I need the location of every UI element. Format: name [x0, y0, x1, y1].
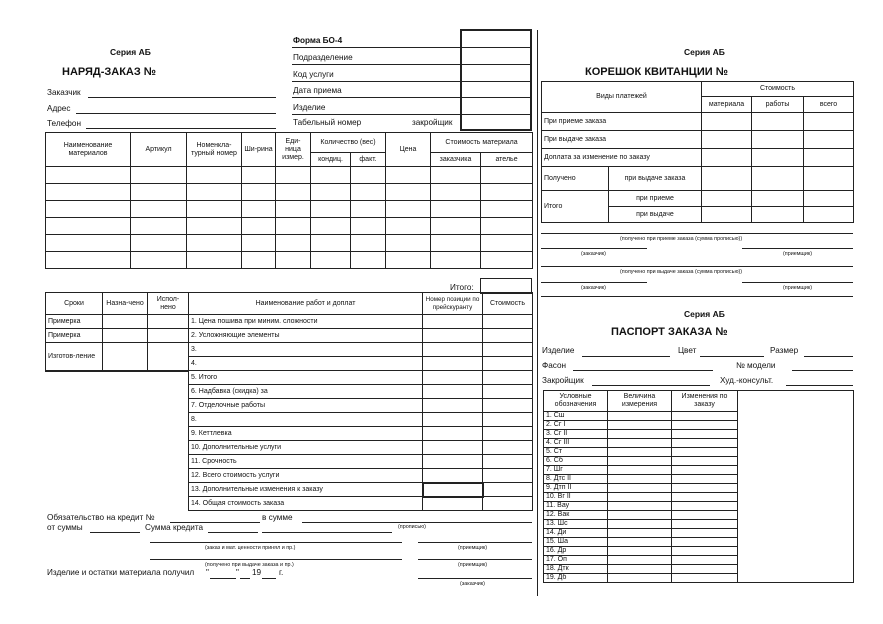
item-label: Изделие	[293, 103, 326, 112]
cut-line	[537, 30, 538, 596]
year-prefix: 19	[252, 568, 262, 577]
customer-label: Заказчик	[47, 88, 81, 97]
row-delivery: При выдаче заказа	[542, 131, 702, 149]
passport-color-label: Цвет	[678, 346, 697, 355]
h-quantity: Количество (вес)	[311, 133, 386, 153]
measure-row: 9. Дтп II	[544, 484, 608, 493]
from-sum-label: от суммы	[47, 523, 83, 532]
phone-field[interactable]	[86, 128, 276, 129]
quote-open: "	[206, 568, 209, 577]
work-row: 12. Всего стоимость услуги	[189, 469, 423, 483]
form-label: Форма БО-4	[293, 36, 343, 45]
measure-row: 18. Дтк	[544, 565, 608, 574]
measure-row: 11. Вау	[544, 502, 608, 511]
measurements-table	[543, 390, 854, 583]
measure-row: 1. Сш	[544, 412, 608, 421]
table-row[interactable]	[46, 167, 533, 184]
row-received: Получено	[542, 167, 609, 191]
form-code-box[interactable]	[460, 29, 532, 131]
receipt-customer-2: (заказчик)	[581, 285, 606, 291]
h-value: Величина измерения	[608, 391, 672, 412]
address-field[interactable]	[76, 113, 276, 114]
work-row: 4.	[189, 357, 423, 371]
address-label: Адрес	[47, 104, 71, 113]
receipt-receiver-2: (приемщик)	[783, 285, 813, 291]
passport-item-label: Изделие	[542, 346, 575, 355]
receipt-title: КОРЕШОК КВИТАНЦИИ №	[585, 66, 728, 78]
in-words-note: (прописью)	[398, 524, 426, 530]
passport-size-label: Размер	[770, 346, 799, 355]
h-terms: Сроки	[46, 293, 103, 315]
measure-row: 10. Вг II	[544, 493, 608, 502]
row-at-delivery: при выдаче заказа	[609, 167, 702, 191]
table-row[interactable]	[46, 184, 533, 201]
receipt-receiver-1: (приемщик)	[783, 251, 813, 257]
h-changes: Изменения по заказу	[672, 391, 738, 412]
table-row[interactable]	[46, 218, 533, 235]
h-works-name: Наименование работ и доплат	[189, 293, 423, 315]
h-receipt-total: всего	[804, 97, 854, 113]
h-width: Ши-рина	[242, 133, 276, 167]
h-cond: кондиц.	[311, 153, 351, 167]
received-goods-label: Изделие и остатки материала получил	[47, 568, 195, 577]
work-row: 5. Итого	[189, 371, 423, 385]
row-intake: При приеме заказа	[542, 113, 702, 131]
measure-row: 3. Сг II	[544, 430, 608, 439]
h-done: Испол-нено	[148, 293, 189, 315]
h-article: Артикул	[131, 133, 187, 167]
measure-row: 15. Ша	[544, 538, 608, 547]
work-row: 6. Надбавка (скидка) за	[189, 385, 423, 399]
customer-field[interactable]	[88, 97, 276, 98]
work-row: 9. Кеттлевка	[189, 427, 423, 441]
h-unit: Еди-ница измер.	[276, 133, 311, 167]
passport-series: Серия АБ	[684, 309, 725, 319]
measure-row: 17. Оп	[544, 556, 608, 565]
intake-date-label: Дата приема	[293, 86, 342, 95]
h-payment-types: Виды платежей	[542, 82, 702, 113]
passport-model-label: № модели	[736, 361, 776, 370]
cutter-label: закройщик	[412, 118, 453, 127]
order-title: НАРЯД-ЗАКАЗ №	[62, 66, 157, 78]
left-series: Серия АБ	[110, 47, 151, 57]
quote-close: "	[236, 568, 239, 577]
h-atelier: ателье	[481, 153, 533, 167]
work-row: 10. Дополнительные услуги	[189, 441, 423, 455]
row-total: Итого	[542, 191, 609, 223]
day-field[interactable]	[210, 578, 236, 579]
work-row: 11. Срочность	[189, 455, 423, 469]
h-price: Цена	[386, 133, 431, 167]
passport-cutter-label: Закройщик	[542, 376, 584, 385]
h-nomenclature: Номенкла-турный номер	[187, 133, 242, 167]
receipt-customer-1: (заказчик)	[581, 251, 606, 257]
table-row[interactable]	[46, 235, 533, 252]
h-symbols: Условные обозначения	[544, 391, 608, 412]
term-fitting-1: Примерка	[46, 315, 103, 329]
h-cost: Стоимость материала	[431, 133, 533, 153]
work-row: 13. Дополнительные изменения к заказу	[189, 483, 423, 497]
note-intake: (получено при приеме заказа (сумма прописью))	[620, 236, 743, 242]
credit-label: Обязательство на кредит №	[47, 513, 155, 522]
h-assigned: Назна-чено	[103, 293, 148, 315]
measure-row: 4. Сг III	[544, 439, 608, 448]
table-row[interactable]	[46, 201, 533, 218]
h-fact: факт.	[351, 153, 386, 167]
receipt-series: Серия АБ	[684, 47, 725, 57]
division-label: Подразделение	[293, 53, 353, 62]
h-works-cost: Стоимость	[483, 293, 533, 315]
phone-label: Телефон	[47, 119, 81, 128]
work-row: 7. Отделочные работы	[189, 399, 423, 413]
measure-row: 16. Др	[544, 547, 608, 556]
measure-row: 14. Ди	[544, 529, 608, 538]
passport-title: ПАСПОРТ ЗАКАЗА №	[611, 326, 728, 338]
h-receipt-work: работы	[752, 97, 804, 113]
receiver-note-2: (приемщик)	[458, 562, 488, 568]
term-making: Изготов-ление	[46, 343, 103, 371]
measure-row: 7. Шг	[544, 466, 608, 475]
h-material-name: Наименование материалов	[46, 133, 131, 167]
measure-row: 12. Вак	[544, 511, 608, 520]
work-row: 3.	[189, 343, 423, 357]
receipt-cut-line	[541, 296, 853, 297]
work-row: 8.	[189, 413, 423, 427]
service-code-label: Код услуги	[293, 70, 334, 79]
measure-row: 5. Ст	[544, 448, 608, 457]
receiver-note: (приемщик)	[458, 545, 488, 551]
passport-style-label: Фасон	[542, 361, 567, 370]
measure-row: 2. Сг I	[544, 421, 608, 430]
measure-row: 8. Дтс II	[544, 475, 608, 484]
total-label: Итого:	[450, 283, 474, 292]
credit-sum-label: Сумма кредита	[145, 523, 204, 532]
in-sum-label: в сумме	[262, 513, 293, 522]
measure-row: 6. Сб	[544, 457, 608, 466]
row-surcharge: Доплата за изменение по заказу	[542, 149, 702, 167]
materials-table	[45, 132, 533, 269]
h-customer: заказчика	[431, 153, 481, 167]
work-row: 2. Усложняющие элементы	[189, 329, 423, 343]
works-table	[45, 292, 533, 511]
delivery-note: (получено при выдаче заказа и пр.)	[205, 562, 294, 568]
measure-row: 19. Дб	[544, 574, 608, 583]
work-row: 1. Цена пошива при миним. сложности	[189, 315, 423, 329]
table-row[interactable]	[46, 252, 533, 269]
received-note: (заказ и мат. ценности принял и пр.)	[205, 545, 296, 551]
passport-consult-label: Худ.-консульт.	[720, 376, 774, 385]
measure-row: 13. Шс	[544, 520, 608, 529]
tab-number-label: Табельный номер	[293, 118, 362, 127]
h-receipt-cost: Стоимость	[702, 82, 854, 97]
receipt-table	[541, 81, 854, 223]
year-field[interactable]	[262, 578, 276, 579]
row-at-intake: при приеме	[609, 191, 702, 207]
note-delivery: (получено при выдаче заказа (сумма прописью))	[620, 269, 743, 275]
row-at-delivery-2: при выдаче	[609, 207, 702, 223]
term-fitting-2: Примерка	[46, 329, 103, 343]
work-row: 14. Общая стоимость заказа	[189, 497, 423, 511]
year-suffix: г.	[279, 568, 284, 577]
h-receipt-material: материала	[702, 97, 752, 113]
customer-note: (заказчик)	[460, 581, 485, 587]
h-pricelist: Номер позиции по прейскуранту	[423, 293, 483, 315]
